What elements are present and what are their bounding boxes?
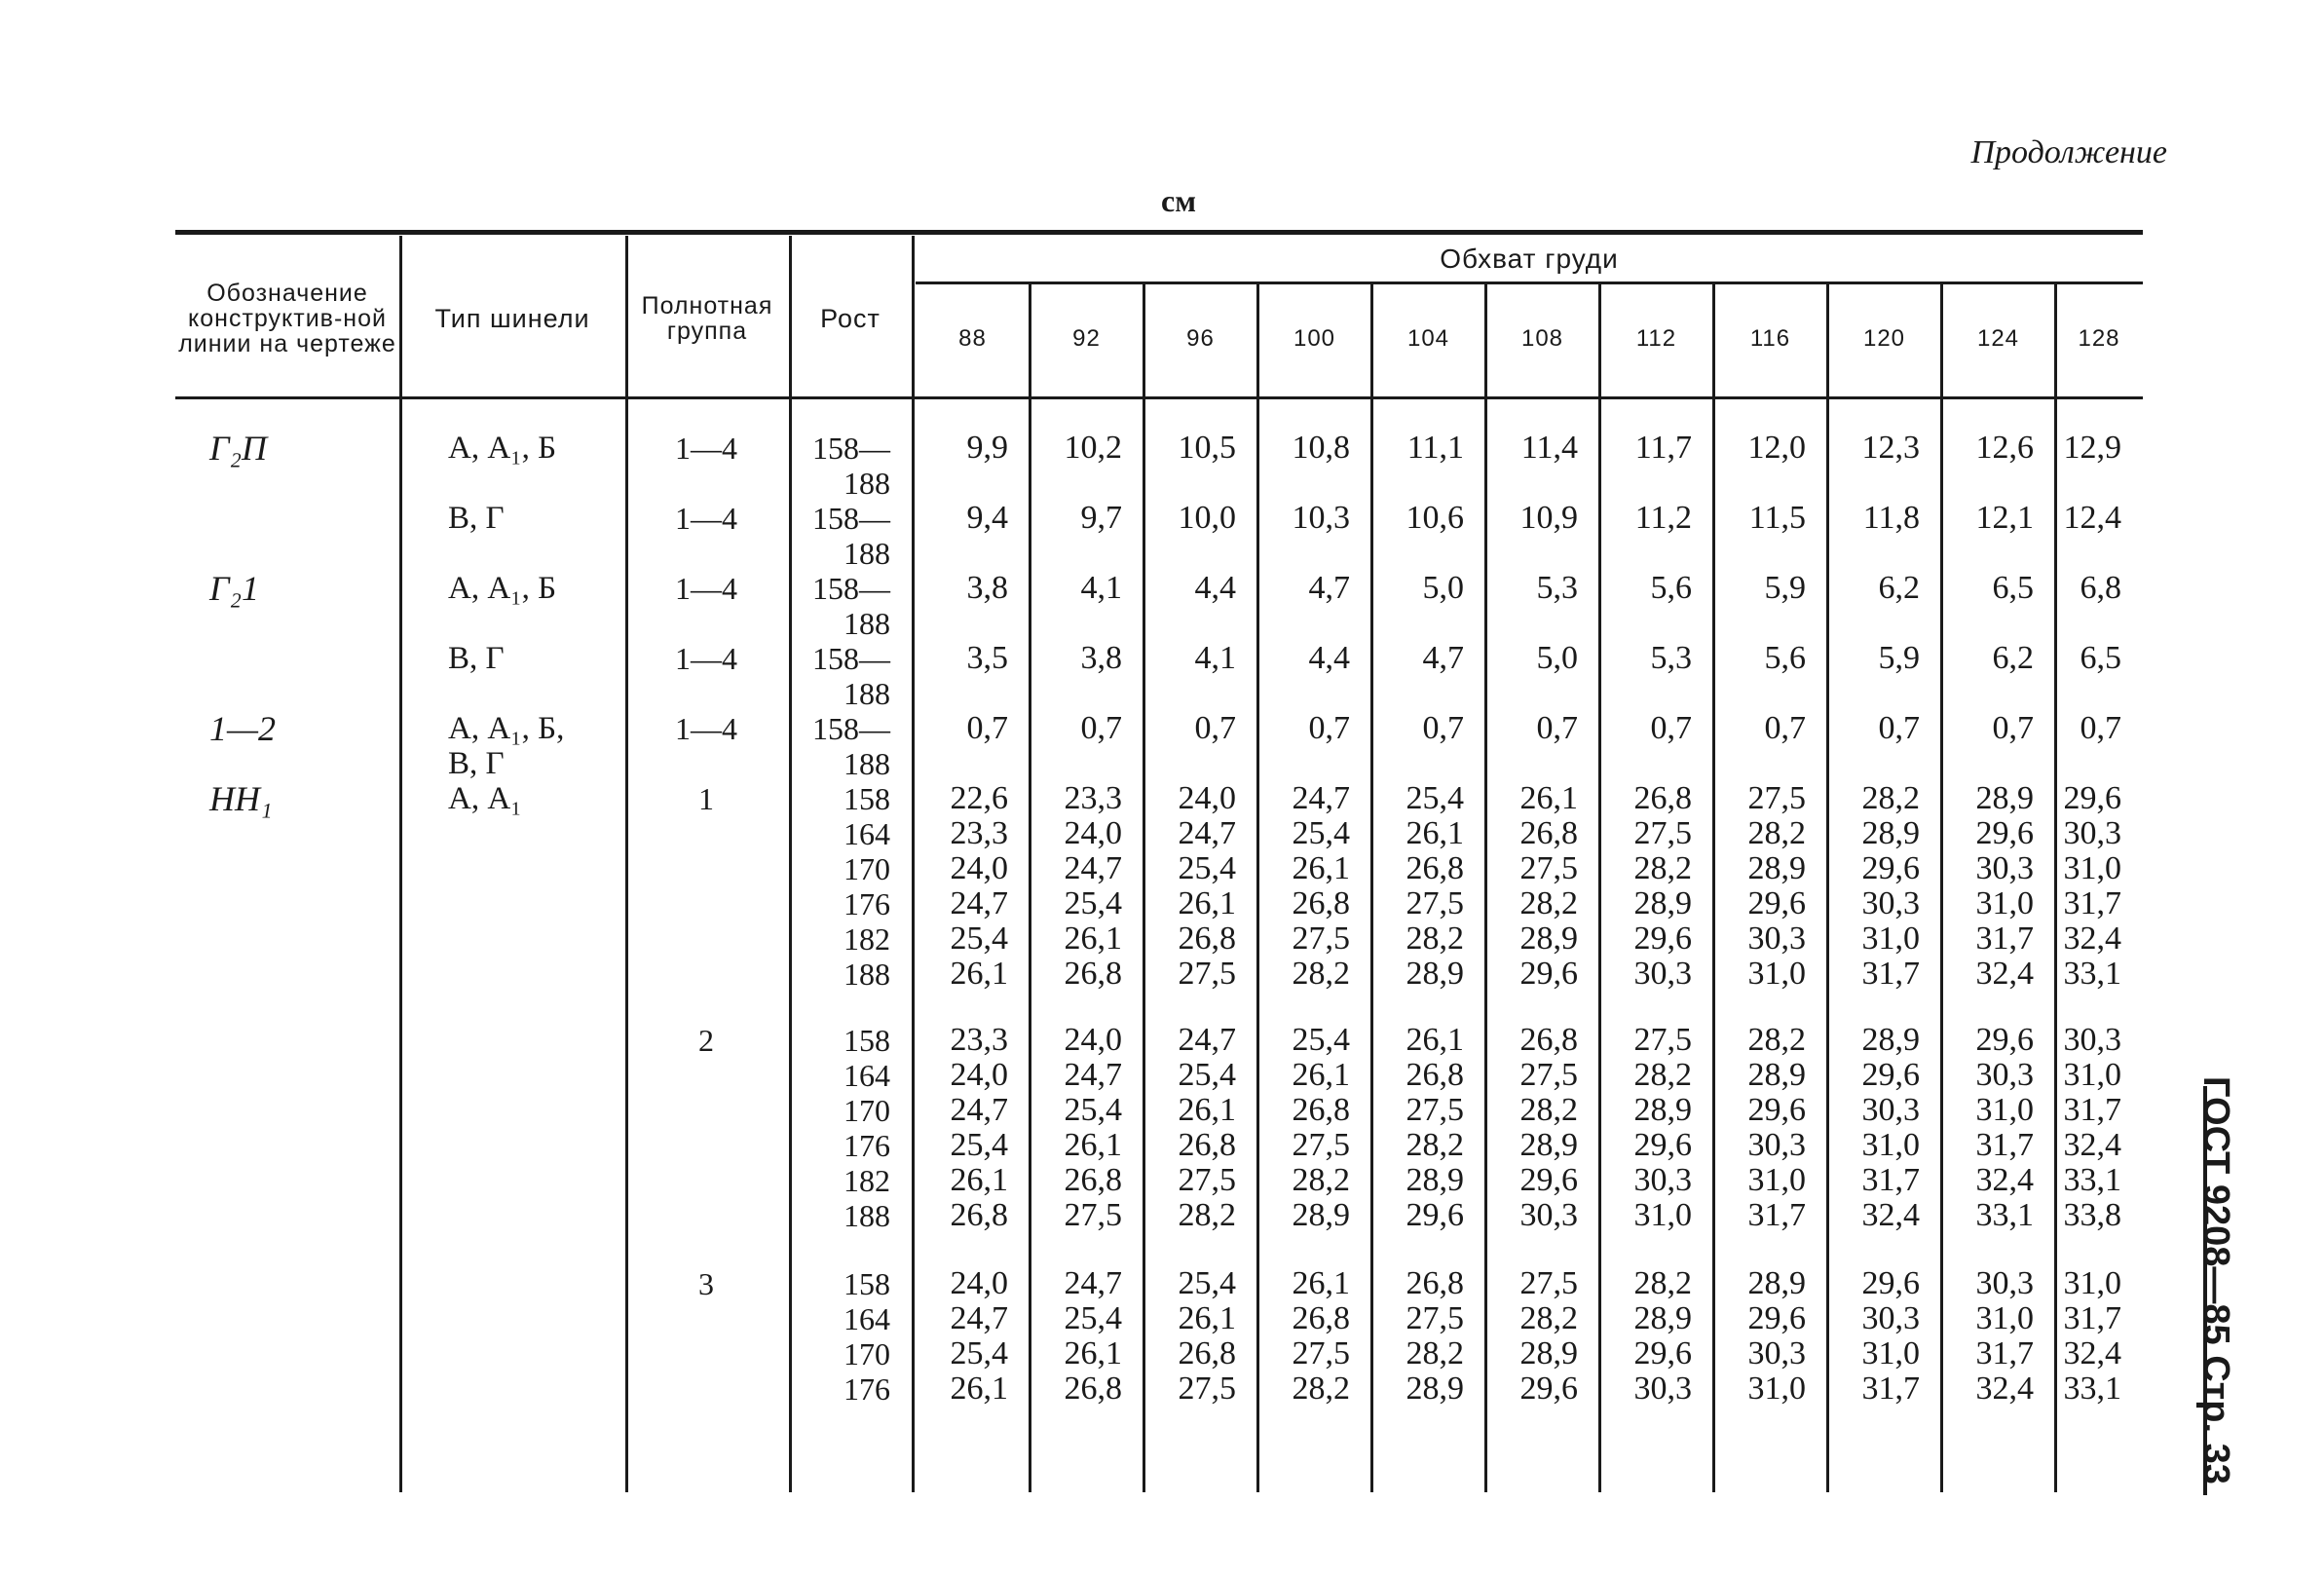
measurement-value: 24,7 25,4 26,1 26,8: [1064, 1265, 1122, 1407]
column-rule: [625, 236, 628, 1492]
coat-type: А, А₁, Б: [448, 571, 557, 606]
height-values: 158— 188: [812, 501, 890, 571]
fullness-group: 1—4: [675, 641, 737, 676]
measurement-value: 28,9 29,6 30,3 31,0 31,7 32,4: [1975, 780, 2034, 992]
height-values: 158— 188: [812, 711, 890, 781]
measurement-value: 23,3 24,0 24,7 25,4 26,1 26,8: [950, 1022, 1008, 1233]
measurement-value: 28,2 28,9 29,6 30,3 31,0 31,7: [1747, 1022, 1806, 1233]
fullness-group: 1—4: [675, 711, 737, 746]
measurement-value: 10,5: [1178, 430, 1236, 466]
measurement-value: 0,7: [966, 710, 1008, 746]
chest-size-header: 124: [1976, 325, 2020, 353]
measurement-value: 29,6 30,3 31,0 31,7 32,4 33,1: [2063, 780, 2121, 992]
fullness-group: 1—4: [675, 571, 737, 606]
column-rule: [912, 236, 915, 1492]
measurement-value: 26,1 26,8 27,5 28,2 28,9 29,6: [1519, 780, 1578, 992]
chest-size-header: 96: [1186, 325, 1215, 353]
line-designation: Г₂П: [209, 429, 267, 468]
measurement-value: 4,7: [1308, 570, 1350, 606]
fullness-group: 1: [698, 781, 714, 816]
fullness-group: 1—4: [675, 431, 737, 466]
measurement-value: 3,8: [1080, 640, 1122, 676]
measurement-value: 9,4: [966, 500, 1008, 536]
column-rule: [1484, 284, 1487, 1492]
measurement-value: 11,5: [1748, 500, 1806, 536]
chest-size-header: 108: [1520, 325, 1564, 353]
chest-size-header: 112: [1635, 325, 1677, 353]
measurement-value: 0,7: [1422, 710, 1464, 746]
measurement-value: 27,5 28,2 28,9 29,6 30,3 31,0: [1633, 1022, 1692, 1233]
measurement-value: 24,0 24,7 25,4 26,1: [950, 1265, 1008, 1407]
measurement-value: 6,5: [1992, 570, 2034, 606]
header-chest-girth: Обхват груди: [1440, 244, 1619, 275]
header-coat-type: Тип шинели: [434, 303, 590, 333]
measurement-value: 0,7: [1764, 710, 1806, 746]
measurement-value: 27,5 28,2 28,9 29,6: [1519, 1265, 1578, 1407]
units-label: см: [1161, 183, 1196, 218]
measurement-value: 30,3 31,0 31,7 32,4 33,1 33,8: [2063, 1022, 2121, 1233]
measurement-value: 0,7: [1194, 710, 1236, 746]
column-rule: [789, 236, 792, 1492]
measurement-value: 5,9: [1878, 640, 1920, 676]
header-height: Рост: [820, 303, 881, 333]
measurement-value: 30,3 31,0 31,7 32,4: [1975, 1265, 2034, 1407]
measurement-value: 5,0: [1536, 640, 1578, 676]
measurement-value: 10,6: [1406, 500, 1464, 536]
chest-size-header: 116: [1749, 325, 1791, 353]
column-rule: [1143, 284, 1145, 1492]
table-top-rule: [175, 230, 2143, 235]
measurement-value: 5,6: [1650, 570, 1692, 606]
measurement-value: 24,0 24,7 25,4 26,1 26,8 27,5: [1064, 1022, 1122, 1233]
measurement-value: 26,1 26,8 27,5 28,2 28,9 29,6: [1406, 1022, 1464, 1233]
chest-size-header: 88: [958, 325, 987, 353]
measurement-value: 11,2: [1634, 500, 1692, 536]
fullness-group: 1—4: [675, 501, 737, 536]
height-values: 158 164 170 176 182 188: [843, 1023, 890, 1233]
measurement-value: 25,4 26,1 26,8 27,5 28,2 28,9: [1292, 1022, 1350, 1233]
measurement-value: 23,3 24,0 24,7 25,4 26,1 26,8: [1064, 780, 1122, 992]
measurement-value: 0,7: [1308, 710, 1350, 746]
column-rule: [1712, 284, 1715, 1492]
measurement-value: 12,3: [1861, 430, 1920, 466]
measurement-value: 0,7: [1536, 710, 1578, 746]
measurement-value: 10,8: [1292, 430, 1350, 466]
header-bottom-rule: [175, 396, 2143, 399]
measurement-value: 24,7 25,4 26,1 26,8 27,5 28,2: [1178, 1022, 1236, 1233]
measurement-value: 25,4 26,1 26,8 27,5 28,2 28,9: [1406, 780, 1464, 992]
chest-size-header: 100: [1293, 325, 1336, 353]
measurement-value: 6,5: [2080, 640, 2121, 676]
gost-page-reference: ГОСТ 9208—85 Стр. 33: [2195, 1076, 2237, 1484]
measurement-value: 11,4: [1520, 430, 1578, 466]
height-values: 158 164 170 176: [843, 1266, 890, 1407]
column-rule: [1029, 284, 1031, 1492]
measurement-value: 10,9: [1519, 500, 1578, 536]
measurement-value: 4,4: [1308, 640, 1350, 676]
measurement-value: 29,6 30,3 31,0 31,7 32,4 33,1: [1975, 1022, 2034, 1233]
column-rule: [1826, 284, 1829, 1492]
line-designation: Г₂1: [209, 569, 259, 608]
line-designation: НН₁: [209, 779, 273, 818]
measurement-value: 3,5: [966, 640, 1008, 676]
measurement-value: 11,8: [1862, 500, 1920, 536]
measurement-value: 11,1: [1406, 430, 1464, 466]
measurement-value: 12,0: [1747, 430, 1806, 466]
measurement-value: 12,6: [1975, 430, 2034, 466]
column-rule: [1370, 284, 1373, 1492]
chest-size-header: 104: [1406, 325, 1450, 353]
measurement-value: 0,7: [1080, 710, 1122, 746]
measurement-value: 3,8: [966, 570, 1008, 606]
measurement-value: 4,4: [1194, 570, 1236, 606]
measurement-value: 9,9: [966, 430, 1008, 466]
measurement-value: 24,0 24,7 25,4 26,1 26,8 27,5: [1178, 780, 1236, 992]
measurement-value: 6,2: [1878, 570, 1920, 606]
measurement-value: 26,1 26,8 27,5 28,2: [1292, 1265, 1350, 1407]
measurement-value: 25,4 26,1 26,8 27,5: [1178, 1265, 1236, 1407]
measurement-value: 0,7: [1650, 710, 1692, 746]
column-rule: [399, 236, 402, 1492]
measurement-value: 5,0: [1422, 570, 1464, 606]
measurement-value: 26,8 27,5 28,2 28,9 29,6 30,3: [1519, 1022, 1578, 1233]
measurement-value: 6,8: [2080, 570, 2121, 606]
measurement-value: 4,1: [1080, 570, 1122, 606]
measurement-value: 12,4: [2063, 500, 2121, 536]
coat-type: А, А₁, Б, В, Г: [448, 711, 565, 781]
height-values: 158— 188: [812, 431, 890, 501]
height-values: 158 164 170 176 182 188: [843, 781, 890, 992]
measurement-value: 26,8 27,5 28,2 28,9 29,6 30,3: [1633, 780, 1692, 992]
coat-type: В, Г: [448, 641, 505, 676]
height-values: 158— 188: [812, 571, 890, 641]
coat-type: А, А₁: [448, 781, 522, 816]
column-rule: [1940, 284, 1943, 1492]
measurement-value: 10,3: [1292, 500, 1350, 536]
measurement-value: 0,7: [2080, 710, 2121, 746]
coat-type: В, Г: [448, 501, 505, 536]
measurement-value: 28,9 29,6 30,3 31,0 31,7 32,4: [1861, 1022, 1920, 1233]
chest-size-header: 92: [1072, 325, 1101, 353]
fullness-group: 3: [698, 1266, 714, 1301]
measurement-value: 10,0: [1178, 500, 1236, 536]
measurement-value: 28,2 28,9 29,6 30,3 31,0 31,7: [1861, 780, 1920, 992]
line-designation: 1—2: [209, 709, 277, 748]
chest-size-header: 120: [1862, 325, 1906, 353]
measurement-value: 5,6: [1764, 640, 1806, 676]
measurement-value: 12,1: [1975, 500, 2034, 536]
measurement-value: 28,9 29,6 30,3 31,0: [1747, 1265, 1806, 1407]
measurement-value: 22,6 23,3 24,0 24,7 25,4 26,1: [950, 780, 1008, 992]
column-rule: [1598, 284, 1601, 1492]
coat-type: А, А₁, Б: [448, 431, 557, 466]
measurement-value: 4,1: [1194, 640, 1236, 676]
measurement-value: 28,2 28,9 29,6 30,3: [1633, 1265, 1692, 1407]
measurement-value: 26,8 27,5 28,2 28,9: [1406, 1265, 1464, 1407]
measurement-value: 6,2: [1992, 640, 2034, 676]
measurement-value: 24,7 25,4 26,1 26,8 27,5 28,2: [1292, 780, 1350, 992]
measurement-value: 0,7: [1992, 710, 2034, 746]
measurement-value: 0,7: [1878, 710, 1920, 746]
measurement-value: 29,6 30,3 31,0 31,7: [1861, 1265, 1920, 1407]
height-values: 158— 188: [812, 641, 890, 711]
measurement-value: 10,2: [1064, 430, 1122, 466]
header-designation: Обозначение конструктив-ной линии на чертеже: [178, 279, 396, 358]
measurement-value: 27,5 28,2 28,9 29,6 30,3 31,0: [1747, 780, 1806, 992]
measurement-value: 11,7: [1634, 430, 1692, 466]
chest-size-header: 128: [2078, 325, 2120, 353]
measurement-value: 31,0 31,7 32,4 33,1: [2063, 1265, 2121, 1407]
column-rule: [2054, 284, 2057, 1492]
measurement-value: 5,3: [1650, 640, 1692, 676]
fullness-group: 2: [698, 1023, 714, 1058]
measurement-value: 12,9: [2063, 430, 2121, 466]
measurement-value: 5,3: [1536, 570, 1578, 606]
continuation-note: Продолжение: [1970, 134, 2167, 170]
header-fullness-group: Полнотная группа: [641, 291, 773, 345]
measurement-value: 9,7: [1080, 500, 1122, 536]
measurement-value: 5,9: [1764, 570, 1806, 606]
measurement-value: 4,7: [1422, 640, 1464, 676]
column-rule: [1256, 284, 1259, 1492]
